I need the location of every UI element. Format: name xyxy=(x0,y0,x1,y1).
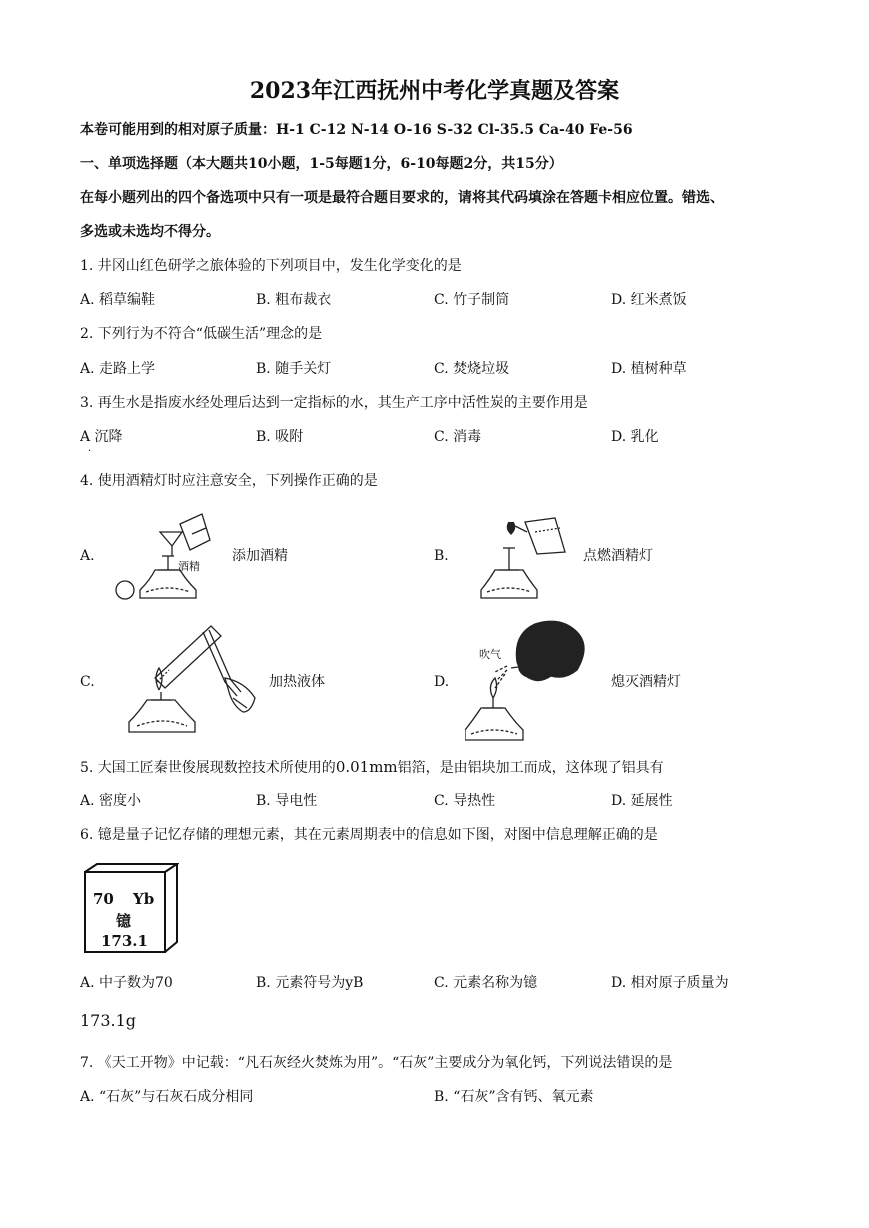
section-instruction-line1: 在每小题列出的四个备选项中只有一项是最符合题目要求的，请将其代码填涂在答题卡相应位置。错选、 xyxy=(80,190,724,206)
q4-option-d-caption: 熄灭酒精灯 xyxy=(611,674,681,690)
q1-option-c: C. 竹子制筒 xyxy=(434,292,510,308)
q4-option-a-caption: 添加酒精 xyxy=(232,548,288,564)
q4-option-d-letter: D. xyxy=(434,674,450,690)
section-heading: 一、单项选择题（本大题共10小题，1-5每题1分，6-10每题2分，共15分） xyxy=(80,156,563,172)
q6-option-d-continued: 173.1g xyxy=(80,1011,137,1030)
q7-option-a: A. “石灰”与石灰石成分相同 xyxy=(80,1089,254,1105)
element-name: 镱 xyxy=(116,912,132,930)
q1-option-d: D. 红米煮饭 xyxy=(611,292,687,308)
q4-option-c-letter: C. xyxy=(80,674,95,690)
q6-option-b: B. 元素符号为yB xyxy=(256,975,364,991)
element-tile-ytterbium xyxy=(83,862,179,954)
q4-stem: 4. 使用酒精灯时应注意安全，下列操作正确的是 xyxy=(80,473,378,489)
page-title: 2023年江西抚州中考化学真题及答案 xyxy=(249,78,620,104)
q3-option-c: C. 消毒 xyxy=(434,429,482,445)
q2-option-b: B. 随手关灯 xyxy=(256,361,332,377)
figure-extinguish-lamp xyxy=(465,614,595,744)
q5-option-b: B. 导电性 xyxy=(256,793,318,809)
q3-stem: 3. 再生水是指废水经处理后达到一定指标的水，其生产工序中活性炭的主要作用是 xyxy=(80,395,588,411)
figure-label-alcohol: 酒精 xyxy=(178,560,200,573)
q4-option-a-letter: A. xyxy=(80,548,95,564)
q6-option-c: C. 元素名称为镱 xyxy=(434,975,538,991)
q5-stem xyxy=(80,758,664,777)
q3-option-b: B. 吸附 xyxy=(256,429,304,445)
figure-add-alcohol xyxy=(110,510,220,605)
q2-stem: 2. 下列行为不符合“低碳生活”理念的是 xyxy=(80,326,323,342)
q2-option-a: A. 走路上学 xyxy=(80,361,156,377)
q6-option-a: A. 中子数为70 xyxy=(80,975,173,991)
q5-stem-value: 0.01mm xyxy=(335,758,398,776)
figure-light-lamp xyxy=(475,512,575,604)
element-symbol: Yb xyxy=(133,890,155,908)
q1-option-b: B. 粗布裁衣 xyxy=(256,292,332,308)
q4-option-b-letter: B. xyxy=(434,548,449,564)
stray-dot: · xyxy=(88,446,92,457)
q3-option-d: D. 乳化 xyxy=(611,429,659,445)
q6-stem: 6. 镱是量子记忆存储的理想元素，其在元素周期表中的信息如下图，对图中信息理解正确的是 xyxy=(80,827,658,843)
element-mass: 173.1 xyxy=(101,932,148,950)
figure-label-blow: 吹气 xyxy=(479,648,501,661)
q5-option-d: D. 延展性 xyxy=(611,793,673,809)
q2-option-c: C. 焚烧垃圾 xyxy=(434,361,510,377)
q3-option-a: A 沉降 xyxy=(80,429,123,445)
q4-option-b-caption: 点燃酒精灯 xyxy=(583,548,653,564)
q2-option-d: D. 植树种草 xyxy=(611,361,687,377)
section-instruction-line2: 多选或未选均不得分。 xyxy=(80,224,220,240)
q5-stem-pre: 5. 大国工匠秦世俊展现数控技术所使用的 xyxy=(80,760,336,776)
atomic-masses-note: 本卷可能用到的相对原子质量：H-1 C-12 N-14 O-16 S-32 Cl-35.5 Ca-40 Fe-56 xyxy=(80,122,633,138)
q1-option-a: A. 稻草编鞋 xyxy=(80,292,156,308)
q4-option-c-caption: 加热液体 xyxy=(269,674,325,690)
q5-option-c: C. 导热性 xyxy=(434,793,496,809)
q5-stem-post: 铝箔，是由铝块加工而成，这体现了铝具有 xyxy=(397,760,664,776)
q7-option-b: B. “石灰”含有钙、氧元素 xyxy=(434,1089,594,1105)
q1-stem: 1. 井冈山红色研学之旅体验的下列项目中，发生化学变化的是 xyxy=(80,258,462,274)
figure-heat-liquid xyxy=(125,622,265,740)
element-number: 70 xyxy=(93,890,114,908)
q6-option-d: D. 相对原子质量为 xyxy=(611,975,729,991)
q7-stem: 7. 《天工开物》中记载：“凡石灰经火焚炼为用”。“石灰”主要成分为氧化钙，下列说法错误的是 xyxy=(80,1055,673,1071)
q5-option-a: A. 密度小 xyxy=(80,793,142,809)
